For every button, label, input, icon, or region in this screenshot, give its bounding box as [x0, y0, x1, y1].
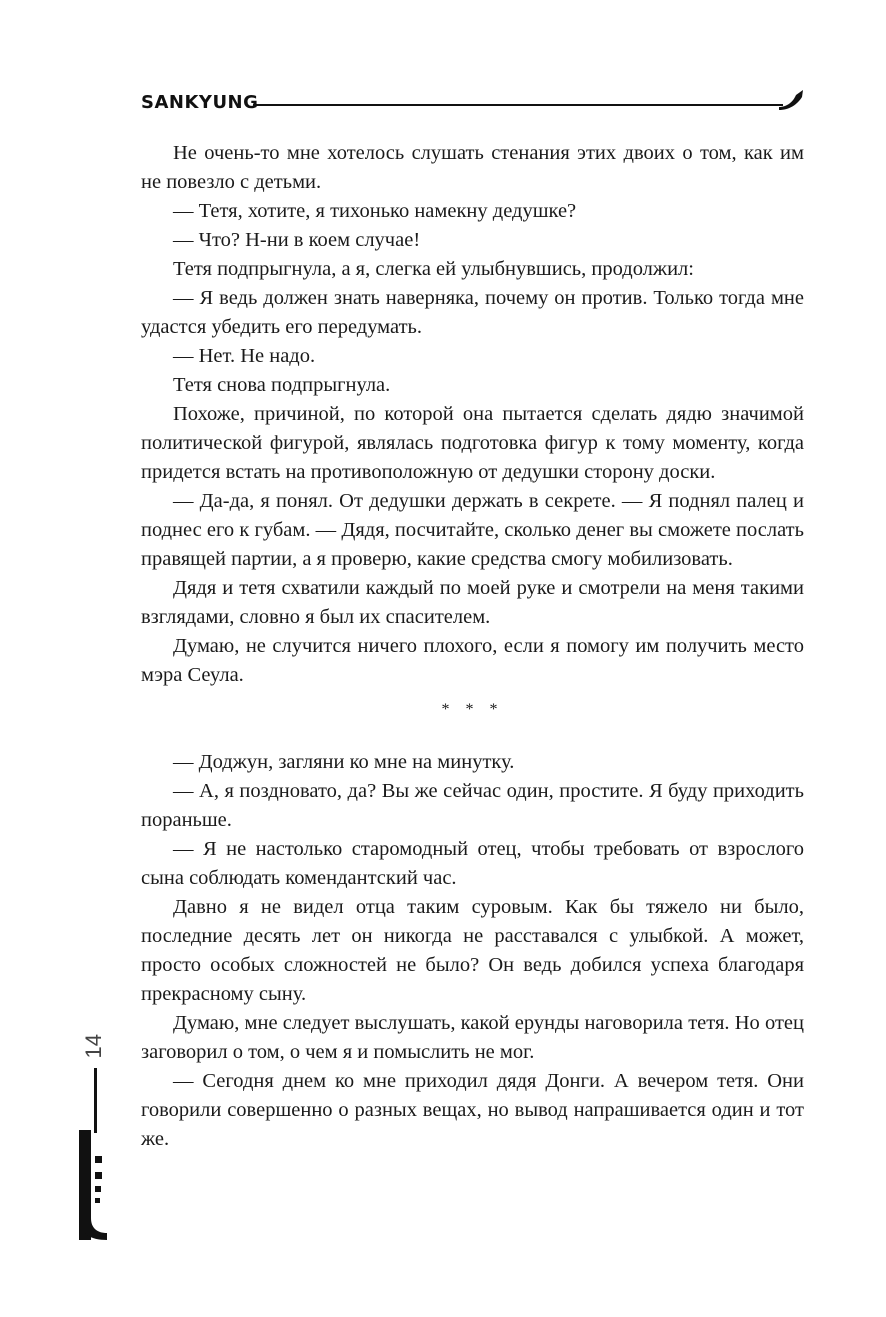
paragraph: Давно я не видел отца таким суровым. Как бы тяжело ни было, последние десять лет он никогда не расставался с улыбкой. А может, просто особых сложностей не было? Он ведь добился успеха благодаря прекрасному сыну.: [141, 896, 804, 1005]
paragraph: — Сегодня днем ко мне приходил дядя Донги. А вечером тетя. Они говорили совершенно о разных вещах, но вывод напрашивается один и тот же.: [141, 1070, 804, 1150]
paragraph: Не очень-то мне хотелось слушать стенания этих двоих о том, как им не повезло с детьми.: [141, 142, 804, 193]
folio: [77, 1030, 117, 1240]
folio-bar-ornament: [77, 1068, 117, 1240]
paragraph: Тетя снова подпрыгнула.: [173, 374, 391, 396]
paragraph: — Что? Н-ни в коем случае!: [173, 229, 421, 251]
paragraph: — Я ведь должен знать наверняка, почему он против. Только тогда мне удастся убедить его передумать.: [141, 287, 804, 338]
paragraph: Похоже, причиной, по которой она пытается сделать дядю значимой политической фигурой, являлась подготовка фигур к тому моменту, когда придется встать на противоположную от дедушки сторону доски.: [141, 403, 804, 483]
paragraph: Тетя подпрыгнула, а я, слегка ей улыбнувшись, продолжил:: [173, 258, 694, 280]
running-header: [141, 88, 804, 122]
body-text: [141, 139, 804, 1154]
paragraph: — Я не настолько старомодный отец, чтобы требовать от взрослого сына соблюдать комендантский час.: [141, 838, 804, 889]
header-title: SANKYUNG: [141, 92, 259, 113]
header-rule: [253, 104, 783, 106]
paragraph: — А, я поздновато, да? Вы же сейчас один, простите. Я буду приходить пораньше.: [141, 780, 804, 831]
paragraph: Думаю, не случится ничего плохого, если я помогу им получить место мэра Сеула.: [141, 635, 804, 686]
paragraph: — Тетя, хотите, я тихонько намекну дедушке?: [173, 200, 577, 222]
page-number: 14: [81, 1034, 106, 1059]
paragraph: — Доджун, загляни ко мне на минутку.: [173, 751, 515, 773]
header-flourish-ornament: [777, 88, 805, 112]
section-break-asterisks: * * *: [441, 701, 504, 718]
paragraph: — Да-да, я понял. От дедушки держать в секрете. — Я поднял палец и поднес его к губам. — Дядя, посчитайте, сколько денег вы сможете послать правящей партии, а я проверю, какие средства смогу мобилизовать.: [141, 490, 804, 570]
paragraph: Думаю, мне следует выслушать, какой ерунды наговорила тетя. Но отец заговорил о том, о чем я и помыслить не мог.: [141, 1012, 804, 1063]
paragraph: Дядя и тетя схватили каждый по моей руке и смотрели на меня такими взглядами, словно я был их спасителем.: [141, 577, 804, 628]
paragraph: — Нет. Не надо.: [173, 345, 316, 367]
